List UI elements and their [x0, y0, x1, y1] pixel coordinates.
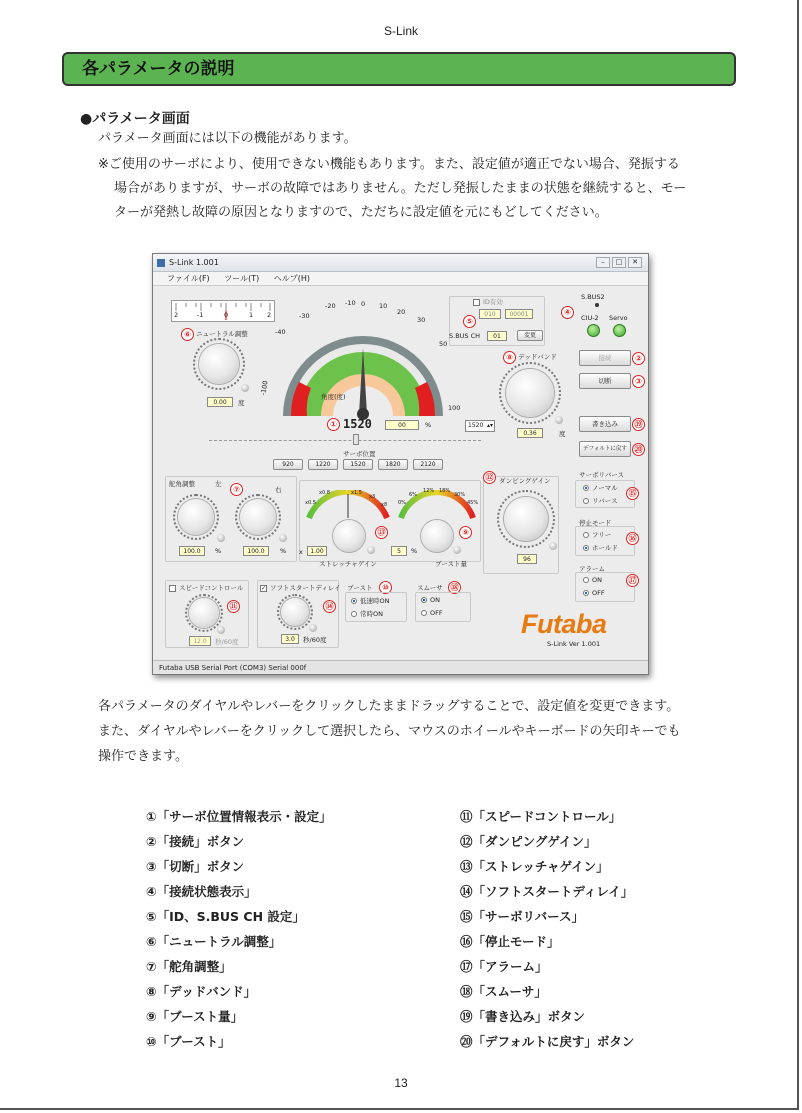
preset-2120-button[interactable]: 2120: [413, 459, 443, 470]
reverse-reverse-label: リバース: [592, 497, 618, 505]
write-button[interactable]: 書き込み: [579, 416, 631, 432]
boost-tick-6: 45%: [467, 500, 479, 506]
damping-led: [549, 542, 557, 550]
section-title: 各パラメータの説明: [62, 52, 736, 86]
radio-icon[interactable]: [583, 498, 589, 504]
boost-tick-1: 0%: [398, 500, 406, 506]
smoother-off-label: OFF: [430, 609, 443, 617]
preset-920-button[interactable]: 920: [273, 459, 303, 470]
boost-always-radio[interactable]: [351, 609, 383, 618]
callout-20: ⑳: [632, 443, 645, 456]
intro-text: パラメータ画面には以下の機能があります。: [98, 131, 357, 146]
preset-1520-button[interactable]: 1520: [343, 459, 373, 470]
subheading: ●パラメータ画面: [80, 111, 190, 127]
gauge-tick-d: -10: [345, 299, 356, 307]
usage-line-2: また、ダイヤルやレバーをクリックして選択したら、マウスのホイールやキーボードの矢印キーでも: [98, 724, 681, 739]
list-item: ⑲「書き込み」ボタン: [460, 1009, 586, 1024]
slink-window: [152, 253, 649, 675]
servo-position-slider[interactable]: [353, 434, 359, 445]
gauge-position-readout: 1520: [343, 417, 372, 431]
window-title: S-Link 1.001: [169, 258, 219, 267]
softstart-dial[interactable]: [281, 598, 309, 626]
sbus-ch-value[interactable]: 01: [487, 331, 507, 341]
stretch-x-prefix: x: [299, 548, 303, 556]
list-item: ⑭「ソフトスタートディレイ」: [460, 884, 634, 899]
usage-line-1: 各パラメータのダイヤルやレバーをクリックしたままドラッグすることで、設定値を変更できます。: [98, 699, 680, 714]
list-item: ⑯「停止モード」: [460, 934, 560, 949]
softstart-label: ソフトスタートディレイ: [270, 584, 341, 592]
gauge-value[interactable]: 00: [385, 420, 419, 430]
damping-value[interactable]: 96: [517, 554, 537, 564]
boost-tick-4: 18%: [439, 488, 451, 494]
disconnect-button[interactable]: 切断: [579, 373, 631, 389]
stretch-label: ストレッチャゲイン: [319, 560, 377, 568]
deadband-value[interactable]: 0.36: [517, 428, 543, 438]
reverse-normal-radio[interactable]: [583, 483, 618, 492]
list-item: ⑱「スムーサ」: [460, 984, 547, 999]
angle-label: 舵角調整: [169, 480, 195, 488]
list-item: ⑥「ニュートラル調整」: [146, 934, 282, 949]
deadband-dial[interactable]: [506, 369, 554, 417]
app-icon: [157, 259, 165, 267]
servo-position-track[interactable]: [209, 440, 481, 441]
deadband-label: デッドバンド: [518, 353, 557, 361]
callout-8: ⑧: [503, 351, 516, 364]
usage-paragraph: [98, 694, 738, 769]
id-valid-label: ID有効: [483, 298, 503, 306]
callout-1: ①: [327, 418, 340, 431]
smoother-off-radio[interactable]: [421, 609, 443, 617]
gauge-tick-i: 100: [448, 404, 461, 412]
speed-dial[interactable]: [189, 598, 219, 628]
id-valid-check-icon[interactable]: [473, 299, 480, 306]
list-item: ⑩「ブースト」: [146, 1034, 231, 1049]
angle-right-label: 右: [275, 486, 282, 494]
callout-18: ⑱: [448, 581, 461, 594]
neutral-tick-3: 0: [224, 311, 229, 319]
id-valid-checkbox[interactable]: [473, 297, 503, 306]
smoother-on-label: ON: [430, 596, 440, 604]
connect-button[interactable]: 接続: [579, 350, 631, 366]
deadband-unit: 度: [559, 430, 566, 438]
speed-value[interactable]: 12.0: [189, 636, 211, 646]
callout-6: ⑥: [181, 328, 194, 341]
servo-position-label: サーボ位置: [343, 450, 376, 458]
alarm-on-radio[interactable]: [583, 576, 602, 584]
angle-gauge: [253, 296, 473, 436]
spinner-arrows-icon[interactable]: ▴▾: [486, 422, 493, 429]
callout-19: ⑲: [632, 418, 645, 431]
minimize-icon[interactable]: –: [596, 257, 610, 268]
damping-dial[interactable]: [504, 497, 548, 541]
smoother-on-radio[interactable]: [421, 596, 440, 604]
parameter-list-right: [460, 804, 634, 1054]
note-line-1: ※ご使用のサーボにより、使用できない機能もあります。また、設定値が適正でない場合、発振する: [98, 157, 680, 172]
boost-amount-led: [453, 546, 461, 554]
servo-status-indicator: [613, 324, 626, 337]
stretch-led: [367, 546, 375, 554]
softstart-unit: 秒/60度: [303, 636, 327, 644]
boost-always-label: 常時ON: [360, 610, 383, 618]
gauge-tick-a: -40: [275, 328, 286, 336]
parameter-list-left: [146, 804, 332, 1054]
stretch-tick-2: x0.8: [319, 490, 330, 496]
smoother-label: スムーサ: [417, 584, 443, 592]
softstart-led: [309, 624, 317, 632]
boost-tick-3: 12%: [423, 488, 435, 494]
stop-free-label: フリー: [592, 531, 612, 539]
stop-hold-label: ホールド: [592, 544, 618, 552]
callout-3: ③: [632, 375, 645, 388]
radio-selected-icon[interactable]: [583, 545, 589, 551]
note-line-2: 場合がありますが、サーボの故障ではありません。ただし発振したままの状態を継続すると、モー: [114, 181, 687, 196]
gauge-tick-f: 20: [397, 308, 406, 316]
gauge-tick-g: 30: [417, 316, 426, 324]
status-text: Futaba USB Serial Port (COM3) Serial 000f: [159, 664, 307, 672]
neutral-dial[interactable]: [199, 344, 239, 384]
list-item: ③「切断」ボタン: [146, 859, 245, 874]
callout-2: ②: [632, 352, 645, 365]
servo-label: Servo: [609, 314, 628, 322]
angle-right-value[interactable]: 100.0: [243, 546, 269, 556]
list-item: ⑬「ストレッチャゲイン」: [460, 859, 609, 874]
position-spinner[interactable]: [465, 420, 495, 432]
window-titlebar: [153, 254, 648, 272]
boost-amount-value[interactable]: 5: [391, 546, 407, 556]
radio-icon[interactable]: [351, 611, 357, 617]
boost-tick-5: 30%: [454, 492, 466, 498]
boost-low-speed-label: 低速時ON: [360, 597, 390, 605]
speed-checkbox[interactable]: [169, 583, 243, 592]
callout-4: ④: [561, 306, 574, 319]
radio-selected-icon[interactable]: [421, 597, 427, 603]
callout-10: ⑩: [379, 581, 392, 594]
stretch-gain-dial[interactable]: [333, 520, 365, 552]
gauge-tick-b: -30: [299, 312, 310, 320]
neutral-tick-5: 2: [267, 311, 272, 319]
list-item: ④「接続状態表示」: [146, 884, 257, 899]
neutral-tick-4: 1: [249, 311, 254, 319]
window-controls: [596, 257, 642, 268]
callout-5: ⑤: [463, 315, 476, 328]
list-item: ⑪「スピードコントロール」: [460, 809, 622, 824]
alarm-label: アラーム: [579, 565, 605, 573]
reverse-normal-label: ノーマル: [592, 484, 618, 492]
usage-line-3: 操作できます。: [98, 749, 188, 764]
callout-7: ⑦: [230, 483, 243, 496]
stop-free-radio[interactable]: [583, 530, 611, 539]
menu-help[interactable]: ヘルプ(H): [273, 274, 311, 283]
boost-low-speed-radio[interactable]: [351, 596, 389, 605]
page-number: 13: [394, 1076, 408, 1090]
list-item: ⑫「ダンピングゲイン」: [460, 834, 597, 849]
note-line-3: ターが発熱し故障の原因となりますので、ただちに設定値を元にもどしてください。: [114, 205, 608, 220]
stretch-tick-5: x3: [369, 494, 376, 500]
radio-icon[interactable]: [583, 577, 589, 583]
callout-16: ⑯: [626, 532, 639, 545]
menu-bar: [153, 272, 648, 286]
list-item: ②「接続」ボタン: [146, 834, 245, 849]
deadband-led: [555, 416, 563, 424]
gauge-label: 角度(度): [321, 393, 346, 401]
list-item: ⑰「アラーム」: [460, 959, 548, 974]
menu-file[interactable]: ファイル(F): [167, 274, 210, 283]
angle-right-led: [279, 534, 287, 542]
softstart-checkbox[interactable]: [260, 583, 341, 592]
neutral-led: [241, 384, 249, 392]
note-paragraph: [98, 153, 738, 225]
list-item: ⑤「ID、S.BUS CH 設定」: [146, 909, 305, 924]
angle-left-led: [217, 534, 225, 542]
ciu-label: CIU-2: [581, 314, 599, 322]
callout-12: ⑫: [483, 471, 496, 484]
callout-13: ⑬: [375, 526, 388, 539]
angle-right-dial[interactable]: [240, 499, 276, 535]
speed-label: スピードコントロール: [179, 584, 244, 592]
boost-label: ブースト: [347, 584, 373, 592]
gauge-scale-left: -100: [259, 380, 270, 396]
list-item: ⑳「デフォルトに戻す」ボタン: [460, 1034, 635, 1049]
preset-1220-button[interactable]: 1220: [308, 459, 338, 470]
gauge-percent: %: [425, 421, 432, 429]
preset-1820-button[interactable]: 1820: [378, 459, 408, 470]
stop-mode-label: 停止モード: [579, 519, 612, 527]
damping-label: ダンピングゲイン: [499, 477, 551, 485]
gauge-tick-zero: 0: [361, 300, 366, 308]
gauge-tick-c: -20: [325, 302, 336, 310]
stretch-value[interactable]: 1.00: [307, 546, 327, 556]
neutral-label: ニュートラル調整: [196, 330, 248, 338]
reverse-reverse-radio[interactable]: [583, 496, 617, 505]
gauge-tick-h: 50: [439, 340, 448, 348]
futaba-logo: Futaba: [521, 609, 607, 639]
menu-tools[interactable]: ツール(T): [224, 274, 260, 283]
angle-right-unit: %: [280, 547, 287, 555]
neutral-value[interactable]: 0.00: [207, 397, 233, 407]
version-label: S-Link Ver 1.001: [547, 640, 601, 648]
radio-icon[interactable]: [583, 532, 589, 538]
boost-amount-unit: %: [411, 547, 418, 555]
angle-left-dial[interactable]: [178, 499, 214, 535]
list-item: ⑨「ブースト量」: [146, 1009, 244, 1024]
alarm-off-radio[interactable]: [583, 589, 605, 597]
stretch-tick-4: x1.5: [351, 490, 362, 496]
radio-icon[interactable]: [421, 610, 427, 616]
angle-left-label: 左: [215, 480, 222, 488]
callout-11: ⑪: [227, 600, 240, 613]
stretch-tick-1: x0.5: [305, 500, 316, 506]
radio-selected-icon[interactable]: [583, 485, 589, 491]
status-bar: [153, 660, 648, 674]
gauge-tick-e: 10: [379, 302, 388, 310]
neutral-tick-1: 2: [174, 311, 179, 319]
callout-15: ⑮: [626, 487, 639, 500]
callout-9: ⑨: [459, 526, 472, 539]
list-item: ⑦「舵角調整」: [146, 959, 232, 974]
running-header: S-Link: [383, 24, 418, 38]
list-item: ①「サーボ位置情報表示・設定」: [146, 809, 332, 824]
angle-left-unit: %: [215, 547, 222, 555]
id-value-1: 010: [479, 309, 501, 319]
sbus-ch-label: S.BUS CH: [449, 332, 481, 340]
sbus2-led: [595, 303, 599, 307]
boost-amount-dial[interactable]: [421, 520, 453, 552]
neutral-unit: 度: [238, 399, 245, 407]
radio-selected-icon[interactable]: [351, 598, 357, 604]
list-item: ⑧「デッドバンド」: [146, 984, 257, 999]
softstart-value[interactable]: 3.0: [281, 634, 299, 644]
stretch-tick-6: x8: [381, 502, 388, 508]
alarm-on-label: ON: [592, 576, 602, 584]
default-button[interactable]: デフォルトに戻す: [579, 441, 631, 457]
ciu-status-indicator: [587, 324, 600, 337]
neutral-tick-2: -1: [197, 311, 204, 319]
speed-led: [217, 626, 225, 634]
sbus2-label: S.BUS2: [581, 293, 605, 301]
maximize-icon[interactable]: □: [612, 257, 626, 268]
speed-check-icon[interactable]: [169, 585, 176, 592]
reverse-label: サーボリバース: [579, 471, 624, 479]
speed-unit: 秒/60度: [215, 638, 239, 646]
angle-left-value[interactable]: 100.0: [179, 546, 205, 556]
position-spinner-value: 1520: [468, 422, 484, 429]
alarm-off-label: OFF: [592, 589, 605, 597]
id-value-2: 00001: [505, 309, 533, 319]
callout-14: ⑭: [323, 600, 336, 613]
stretch-gain-arc: [303, 490, 393, 520]
boost-tick-2: 6%: [409, 492, 417, 498]
stop-hold-radio[interactable]: [583, 543, 618, 552]
boost-amount-label: ブースト量: [435, 560, 467, 568]
softstart-check-icon[interactable]: ✓: [261, 584, 267, 592]
change-button[interactable]: 変更: [517, 330, 543, 341]
list-item: ⑮「サーボリバース」: [460, 909, 585, 924]
close-icon[interactable]: ✕: [628, 257, 642, 268]
callout-17: ⑰: [626, 574, 639, 587]
radio-selected-icon[interactable]: [583, 590, 589, 596]
